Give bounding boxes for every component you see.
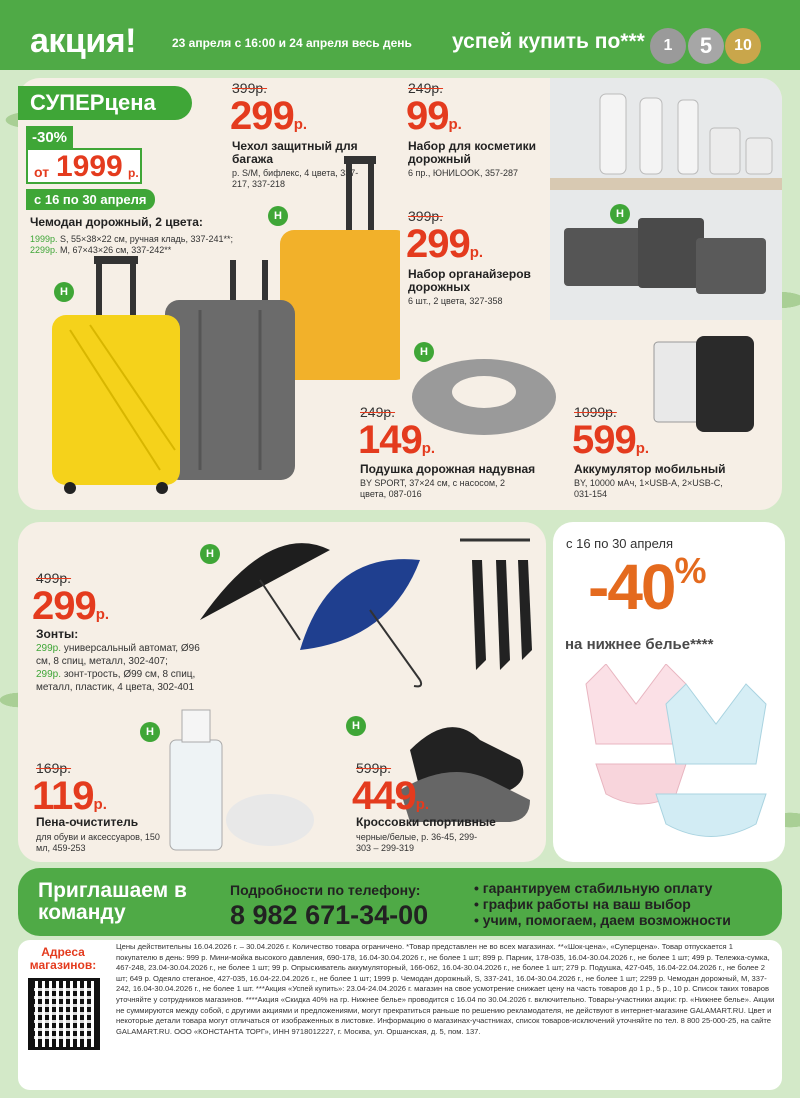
sneakers-old-price: 599р.	[356, 760, 392, 776]
promo-dates: 23 апреля с 16:00 и 24 апреля весь день	[172, 36, 412, 50]
suitcase-m-text: M, 67×43×26 см, 337-242**	[60, 245, 172, 255]
foam-cleaner-image	[160, 700, 320, 860]
new-badge-icon: Н	[200, 544, 220, 564]
powerbank-title: Аккумулятор мобильный	[574, 462, 726, 476]
suitcase-m-price: 2299р.	[30, 245, 58, 255]
sneakers-title: Кроссовки спортивные	[356, 815, 496, 829]
powerbank-price: 599р.	[572, 418, 650, 462]
new-badge-icon: Н	[414, 342, 434, 362]
hiring-phone[interactable]: 8 982 671-34-00	[230, 900, 429, 930]
hiring-title: Приглашаем в команду	[38, 879, 187, 924]
from-currency: р.	[128, 166, 139, 180]
promo-header	[0, 0, 800, 70]
new-badge-icon: Н	[140, 722, 160, 742]
new-badge-icon: Н	[268, 206, 288, 226]
promo-tagline: успей купить по***	[452, 30, 645, 53]
lingerie-period: с 16 по 30 апреля	[566, 536, 674, 551]
legal-text: Цены действительны 16.04.2026 г. – 30.04.2026 г. Количество товара ограничено. *Товар представлен не во всех магазинах. **«Шок-цена», «Суперцена». Товар отпускается 1 покупателю в день: 999 р. Мини-мойка высокого давления, 690-178, 16.04-30.04.2026 г., не более 1 шт; 899 р. Парник, 178-035, 16.04-30.04.2026 г., не более 1 шт; 499 р. Тележка-сумка, 467-248, 23.04-30.04.2026 г., не более 1 шт; 99 р. Опрыскиватель аккумуляторный, 166-062, 16.04-30.04.2026 г., не более 1 шт; 279 р. Подушка, 427-045, 16.04-22.04.2026 г., не более 2 шт; 649 р. Одеяло стеганое, 427-035, 16.04-22.04.2026 г., не более 1 шт; 1999 р. Чемодан дорожный, S, 337-241, 16.04-30.04.2026 г., не более 1 шт; 2299 р. Чемодан дорожный, M, 337-242, 16.04-30.04.2026 г., не более 1 шт. ***Акция «Успей купить»: 23.04-24.04.2026 г. магазин на свое усмотрение снижает цену на часть товаров до 1 р., 5 р., 10 р. Список таких товаров уточняйте у сотрудников магазинов. ****Акция «Скидка 40% на гр. Нижнее белье» проводится с 16.04 по 30.04.2026 г. включительно. Товары-участники акции: гр. «Нижнее белье». Акции не суммируются между собой, с другими акциями и предложениями, могут прекратиться раньше по решению рекламодателя, не действуют в интернет-магазине GALAMART.RU. Цвет и некоторые детали товара могут отличаться от изображенных в листовке. Информацию о магазинах-участниках, список товаров-исключений уточняйте по тел. 8 800 25-000-25, на сайте GALAMART.RU. ООО «КОНСТАНТА ТОРГ», ИНН 9718012227, г. Москва, ул. Оршанская, д. 5, пом. 137.	[116, 942, 775, 1036]
suitcase-s-text: S, 55×38×22 см, ручная кладь, 337-241**;	[60, 234, 233, 244]
pillow-old-price: 249р.	[360, 404, 396, 420]
suitcase-s-price: 1999р.	[30, 234, 58, 244]
cosmetics-price: 99р.	[406, 94, 462, 138]
cover-price: 299р.	[230, 94, 308, 138]
super-period: с 16 по 30 апреля	[26, 189, 155, 210]
umbrella-cane-price: 299р.	[36, 669, 62, 680]
from-value: 1999	[56, 150, 123, 183]
store-addresses-label: Адреса магазинов:	[29, 945, 97, 972]
super-price-label: СУПЕРцена	[18, 86, 192, 120]
cosmetics-shelf-image	[550, 78, 782, 320]
hiring-banner	[18, 868, 782, 936]
cosmetics-title: Набор для косметики дорожный	[408, 139, 537, 166]
lingerie-label: на нижнее белье****	[565, 636, 714, 653]
sneakers-desc: черные/белые, р. 36-45, 299-303 – 299-319	[356, 832, 478, 853]
umbrella-title: Зонты:	[36, 627, 79, 641]
qr-code-icon[interactable]	[28, 978, 100, 1050]
lingerie-image	[566, 664, 776, 854]
organizers-old-price: 399р.	[408, 208, 444, 224]
foam-price: 119р.	[32, 774, 107, 818]
umbrella-old-price: 499р.	[36, 570, 72, 586]
hiring-phone-note: Подробности по телефону:	[230, 882, 421, 898]
powerbank-old-price: 1099р.	[574, 404, 617, 420]
coin-5-icon: 5	[688, 28, 724, 64]
lingerie-discount: -40%	[588, 550, 705, 623]
new-badge-icon: Н	[346, 716, 366, 736]
suitcase-title: Чемодан дорожный, 2 цвета:	[30, 215, 203, 229]
hiring-benefits	[474, 880, 731, 928]
coin-1-icon: 1	[650, 28, 686, 64]
pillow-price: 149р.	[358, 418, 436, 462]
umbrella-auto-text: универсальный автомат, Ø96 см, 8 спиц, металл, 302-407;	[36, 643, 200, 667]
powerbank-desc: BY, 10000 мАч, 1×USB-A, 2×USB-C, 031-154	[574, 478, 723, 499]
new-badge-icon: Н	[610, 204, 630, 224]
new-badge-icon: Н	[54, 282, 74, 302]
pillow-title: Подушка дорожная надувная	[360, 462, 536, 476]
foam-desc: для обуви и аксессуаров, 150 мл, 459-253	[36, 832, 160, 853]
cosmetics-old-price: 249р.	[408, 80, 444, 96]
organizers-title: Набор органайзеров дорожных	[408, 267, 531, 294]
discount-30-badge: -30%	[26, 126, 73, 149]
pillow-desc: BY SPORT, 37×24 см, с насосом, 2 цвета, 087-016	[360, 478, 506, 499]
umbrella-cane-text: зонт-трость, Ø99 см, 8 спиц, металл, пластик, 4 цвета, 302-401	[36, 669, 196, 693]
suitcases-image	[40, 150, 400, 500]
sneakers-price: 449р.	[352, 774, 430, 818]
organizers-price: 299р.	[406, 222, 484, 266]
benefit-item: • учим, помогаем, даем возможности	[474, 912, 731, 928]
foam-title: Пена-очиститель	[36, 815, 139, 829]
benefit-item: • гарантируем стабильную оплату	[474, 880, 731, 896]
umbrellas-image	[190, 530, 540, 690]
coin-10-icon: 10	[725, 28, 761, 64]
cover-title: Чехол защитный для багажа	[232, 139, 358, 166]
foam-old-price: 169р.	[36, 760, 72, 776]
from-prefix: от	[34, 164, 50, 180]
umbrella-price: 299р.	[32, 584, 110, 628]
cover-old-price: 399р.	[232, 80, 268, 96]
cover-desc: р. S/M, бифлекс, 4 цвета, 337-217, 337-218	[232, 168, 359, 189]
benefit-item: • график работы на ваш выбор	[474, 896, 731, 912]
umbrella-auto-price: 299р.	[36, 643, 62, 654]
cosmetics-desc: 6 пр., ЮНИLOOK, 357-287	[408, 168, 518, 178]
cosmetic-bottles-image	[550, 78, 782, 320]
power-bank-image	[650, 332, 770, 442]
promo-title: акция!	[30, 22, 136, 60]
organizers-desc: 6 шт., 2 цвета, 327-358	[408, 296, 503, 306]
umbrella-desc	[36, 642, 216, 694]
